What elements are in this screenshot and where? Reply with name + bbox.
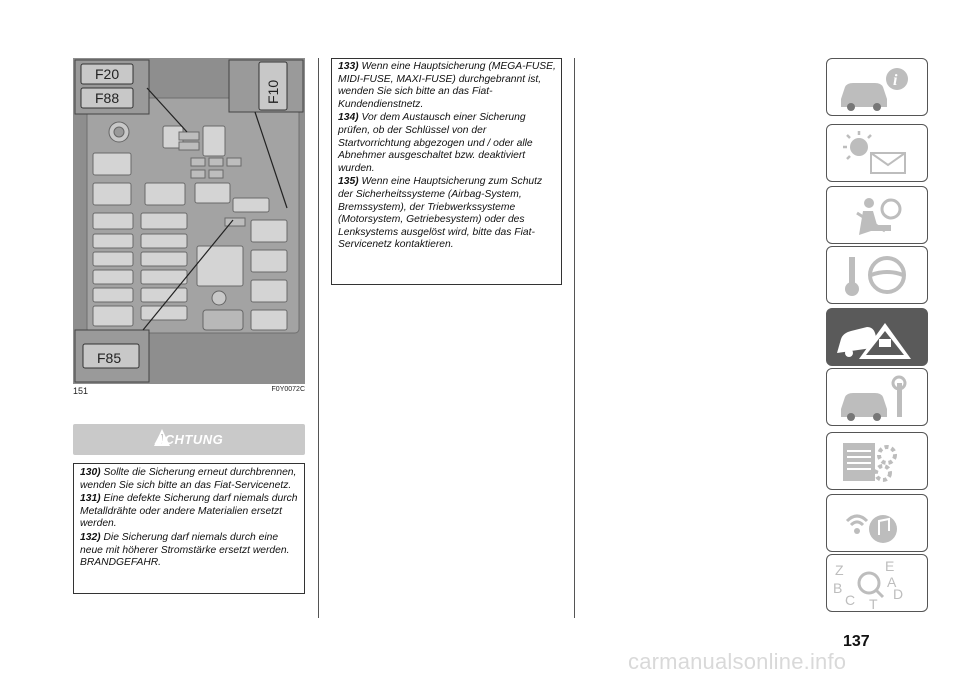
figure-code: F0Y0072C (271, 386, 305, 393)
figure-number: 151 (73, 386, 89, 396)
svg-text:B: B (833, 580, 843, 596)
tab-seat-airbag[interactable] (826, 186, 928, 244)
svg-text:Z: Z (835, 562, 844, 578)
tab-steering-key[interactable] (826, 246, 928, 304)
seat-airbag-icon (827, 187, 928, 244)
tab-multimedia[interactable] (826, 494, 928, 552)
warning-notes-middle (331, 58, 562, 285)
note-number: 135) (338, 176, 359, 188)
note-text: Sollte die Sicherung erneut durchbrennen, wenden Sie sich bitte an das Fiat-Servicenetz. (80, 467, 297, 491)
warning-header (73, 424, 305, 455)
note-item (80, 467, 301, 492)
svg-text:i: i (893, 72, 898, 89)
column-divider (318, 58, 319, 618)
steering-key-icon (827, 247, 928, 304)
note-text: Vor dem Austausch einer Sicherung prüfen, ob der Schlüssel von der Startvorrichtung abgezogen und / oder alle Abnehmer ausgeschaltet bzw. deaktiviert wurden. (338, 112, 533, 174)
dashboard-lights-icon (827, 125, 928, 182)
note-number: 131) (80, 493, 101, 505)
watermark: carmanualsonline.info (628, 649, 847, 674)
warning-notes-left (73, 463, 305, 594)
note-text: Wenn eine Hauptsicherung (MEGA-FUSE, MIDI-FUSE, MAXI-FUSE) durchgebrannt ist, wenden Sie sich bitte an das Fiat-Kundendienstnetz. (338, 61, 556, 110)
tab-alphabetical-index[interactable] (826, 554, 928, 612)
note-item (338, 61, 558, 111)
note-number: 133) (338, 61, 359, 72)
tab-car-maintenance[interactable] (826, 368, 928, 426)
note-number: 132) (80, 531, 101, 543)
fuse-box-illustration (73, 58, 305, 384)
tab-emergency[interactable] (826, 308, 928, 366)
label-f85: F85 (97, 350, 122, 366)
label-f20: F20 (95, 66, 120, 82)
label-f10: F10 (265, 79, 281, 104)
tab-car-info[interactable] (826, 58, 928, 116)
note-number: 134) (338, 112, 359, 124)
label-f88: F88 (95, 90, 120, 106)
note-text: Wenn eine Hauptsicherung zum Schutz der Sicherheitssysteme (Airbag-System, Bremssystem), der Triebwerkssysteme (Motorsystem, Getriebesystem) oder des Lenksystems ausgelöst wird, bitte das Fiat-Servicenetz kontaktieren. (338, 176, 543, 251)
note-item (338, 112, 558, 175)
car-maintenance-icon (827, 369, 928, 426)
car-info-icon (827, 59, 928, 116)
emergency-warning-icon (827, 309, 928, 366)
tab-technical-data[interactable] (826, 432, 928, 490)
note-text: Eine defekte Sicherung darf niemals durch Metalldrähte oder andere Materialien ersetzt werden. (80, 493, 298, 530)
svg-text:D: D (893, 586, 904, 602)
note-number: 130) (80, 467, 101, 478)
page-number: 137 (843, 633, 870, 650)
column-divider (574, 58, 575, 618)
note-item (80, 493, 301, 531)
warning-title: ACHTUNG (154, 432, 224, 447)
note-item (80, 532, 301, 570)
figure-caption (73, 386, 305, 400)
alphabetical-index-icon (827, 555, 928, 612)
note-text: Die Sicherung darf niemals durch eine neue mit höherer Stromstärke ersetzt werden. BRANDGEFAHR. (80, 531, 290, 569)
technical-data-icon (827, 433, 928, 490)
tab-dashboard-lights[interactable] (826, 124, 928, 182)
svg-text:T: T (869, 596, 878, 612)
svg-text:C: C (845, 592, 856, 608)
svg-text:A: A (887, 574, 897, 590)
note-item (338, 176, 558, 252)
multimedia-icon (827, 495, 928, 552)
svg-text:E: E (885, 558, 895, 574)
fuse-box-figure (73, 58, 305, 384)
